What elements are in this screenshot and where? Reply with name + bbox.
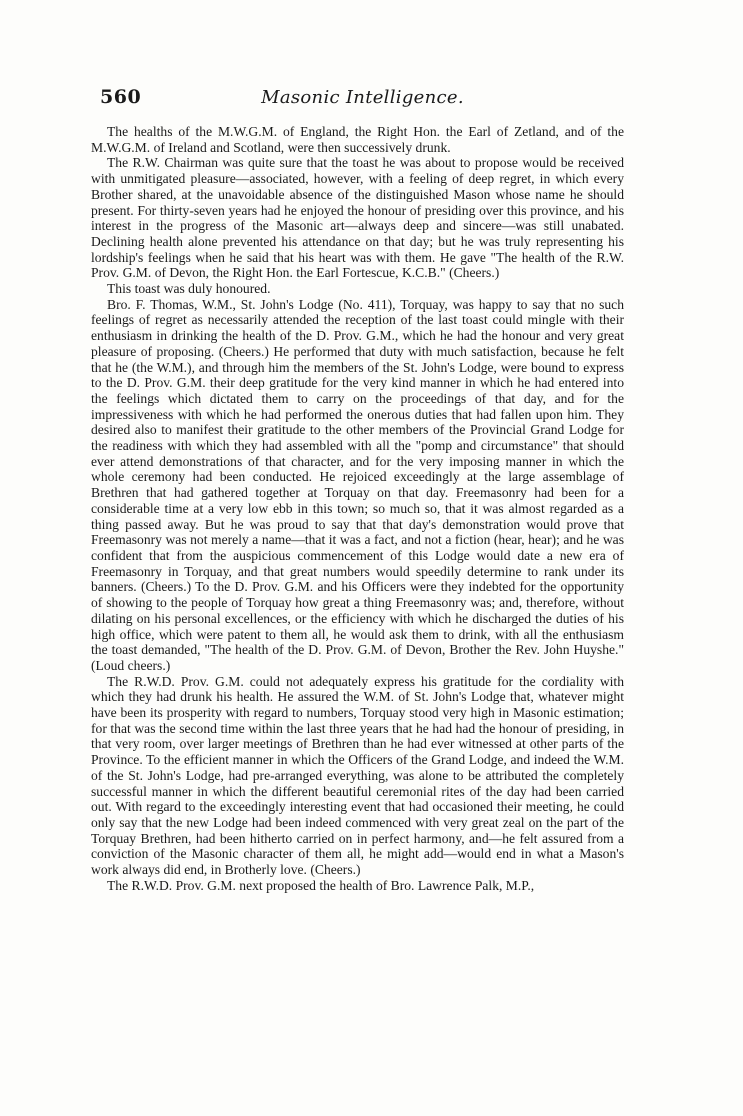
running-title: Masonic Intelligence. [261, 87, 464, 108]
paragraph-thomas-speech: Bro. F. Thomas, W.M., St. John's Lodge (No. 411), Torquay, was happy to say that no such feelings of regret as necessarily attended the reception of the last toast could mingle with their enthusiasm in drinking the health of the D. Prov. G.M., which he had the honour and very great pleasure of proposing. (Cheers.) He performed that duty with much satisfaction, because he felt that he (the W.M.), and through him the members of the St. John's Lodge, were bound to express to the D. Prov. G.M. their deep gratitude for the very kind manner in which he had entered into the feelings which dictated them to carry on the proceedings of that day, and for the impressiveness with which he had performed the onerous duties that had fallen upon him. They desired also to manifest their gratitude to the other members of the Provincial Grand Lodge for the readiness with which they had assembled with all the "pomp and circumstance" that should ever attend demonstrations of that character, and for the very imposing manner in which the whole ceremony had been conducted. He rejoiced exceedingly at the large assemblage of Brethren that had gathered together at Torquay on that day. Freemasonry had been for a considerable time at a very low ebb in this town; so much so, that it was almost regarded as a thing passed away. But he was proud to say that that day's demonstration would prove that Freemasonry was not merely a name—that it was a fact, and not a fiction (hear, hear); and he was confident that from the auspicious commencement of this Lodge would date a new era of Freemasonry in Torquay, and that great numbers would speedily determine to rank under its banners. (Cheers.) To the D. Prov. G.M. and his Officers were they indebted for the opportunity of showing to the people of Torquay how great a thing Freemasonry was; and, therefore, without dilating on his personal excellences, or the efficiency with which he discharged the duties of his high office, which were patent to them all, he would ask them to drink, with all the enthusiasm the toast demanded, "The health of the D. Prov. G.M. of Devon, Brother the Rev. John Huyshe." (Loud cheers.) [91, 296, 624, 673]
page-header [100, 86, 625, 110]
page-number: 560 [100, 86, 142, 108]
article-body [91, 124, 624, 893]
paragraph-chairman-toast: The R.W. Chairman was quite sure that the toast he was about to propose would be received with unmitigated pleasure—associated, however, with a feeling of deep regret, in which every Brother shared, at the unavoidable absence of the distinguished Mason whose name he should present. For thirty-seven years had he enjoyed the honour of presiding over this province, and his interest in the progress of the Masonic art—always deep and sincere—was still unabated. Declining health alone prevented his attendance on that day; but he was truly representing his lordship's feelings when he said that his heart was with them. He gave "The health of the R.W. Prov. G.M. of Devon, the Right Hon. the Earl Fortescue, K.C.B." (Cheers.) [91, 155, 624, 281]
paragraph-toast-honoured: This toast was duly honoured. [107, 281, 271, 297]
paragraph-dpgm-reply: The R.W.D. Prov. G.M. could not adequately express his gratitude for the cordiality with which they had drunk his health. He assured the W.M. of St. John's Lodge that, whatever might have been its prosperity with regard to numbers, Torquay stood very high in Masonic estimation; for that was the second time within the last three years that he had had the honour of presiding, in that very room, over larger meetings of Brethren than he had ever witnessed at other parts of the Province. To the efficient manner in which the Officers of the Grand Lodge, and indeed the W.M. of the St. John's Lodge, had pre-arranged everything, was alone to be attributed the completely successful manner in which the different beautiful ceremonial rites of the day had been carried out. With regard to the exceedingly interesting event that had occasioned their meeting, he could only say that the new Lodge had been indeed commenced with very great zeal on the part of the Torquay Brethren, had been hitherto carried on in perfect harmony, and—he felt assured from a conviction of the Masonic character of them all, he might add—would end in what a Mason's work always did end, in Brotherly love. (Cheers.) [91, 673, 624, 878]
paragraph-palk-toast: The R.W.D. Prov. G.M. next proposed the health of Bro. Lawrence Palk, M.P., [107, 877, 535, 893]
paragraph-toast-grand-masters: The healths of the M.W.G.M. of England, the Right Hon. the Earl of Zetland, and of the M.W.G.M. of Ireland and Scotland, were then successively drunk. [91, 124, 624, 155]
